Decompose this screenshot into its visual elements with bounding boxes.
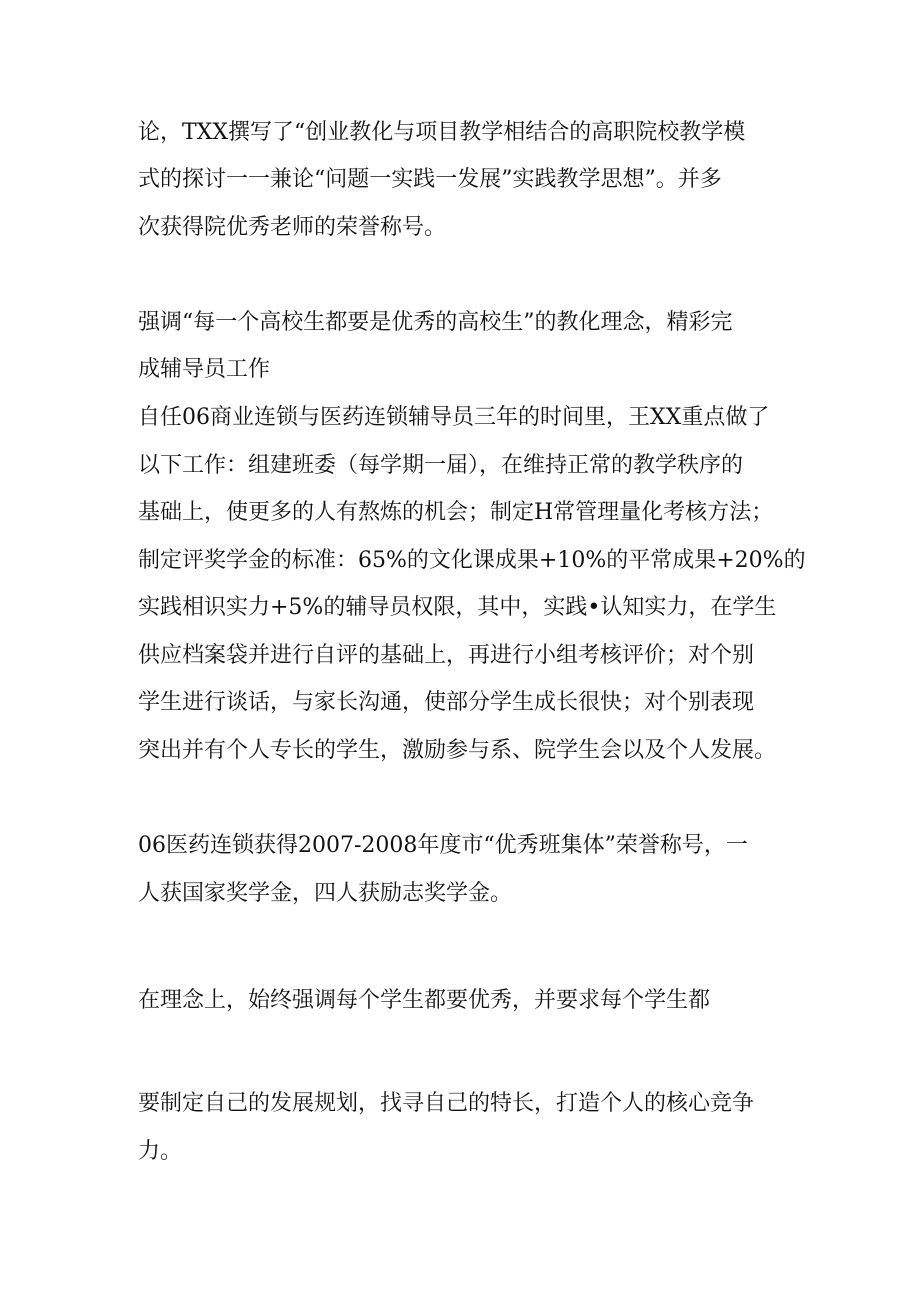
text-line: 次获得院优秀老师的荣誉称号。 [138,215,447,240]
text-line: 学生进行谈话，与家长沟通，使部分学生成长很快；对个别表现 [138,690,755,715]
text-line: 以下工作：组建班委（每学期一届），在维持正常的教学秩序的 [138,453,744,478]
text-line: 自任06商业连锁与医药连锁辅导员三年的时间里，王XX重点做了 [138,405,770,430]
text-line: 成辅导员工作 [138,357,271,382]
text-line: 论，TXX撰写了“创业教化与项目教学相结合的高职院校教学模 [138,120,746,145]
text-line: 人获国家奖学金，四人获励志奖学金。 [138,881,513,906]
text-line: 力。 [138,1139,183,1164]
text-line: 在理念上，始终强调每个学生都要优秀，并要求每个学生都 [138,988,711,1013]
text-line: 06医药连锁获得2007-2008年度市“优秀班集体”荣誉称号，一 [138,833,748,858]
text-line: 制定评奖学金的标准：65%的文化课成果+10%的平常成果+20%的 [138,548,806,573]
text-line: 要制定自己的发展规划，找寻自己的特长，打造个人的核心竞争 [138,1091,755,1116]
text-line: 强调“每一个高校生都要是优秀的高校生”的教化理念，精彩完 [138,310,733,335]
text-line: 基础上，使更多的人有熬炼的机会；制定H常管理量化考核方法； [138,500,774,525]
text-line: 式的探讨一一兼论“问题一实践一发展”实践教学思想”。并多 [138,167,722,192]
text-line: 实践相识实力+5%的辅导员权限，其中，实践•认知实力，在学生 [138,595,777,620]
text-line: 供应档案袋并进行自评的基础上，再进行小组考核评价；对个别 [138,643,755,668]
text-line: 突出并有个人专长的学生，激励参与系、院学生会以及个人发展。 [138,738,777,763]
